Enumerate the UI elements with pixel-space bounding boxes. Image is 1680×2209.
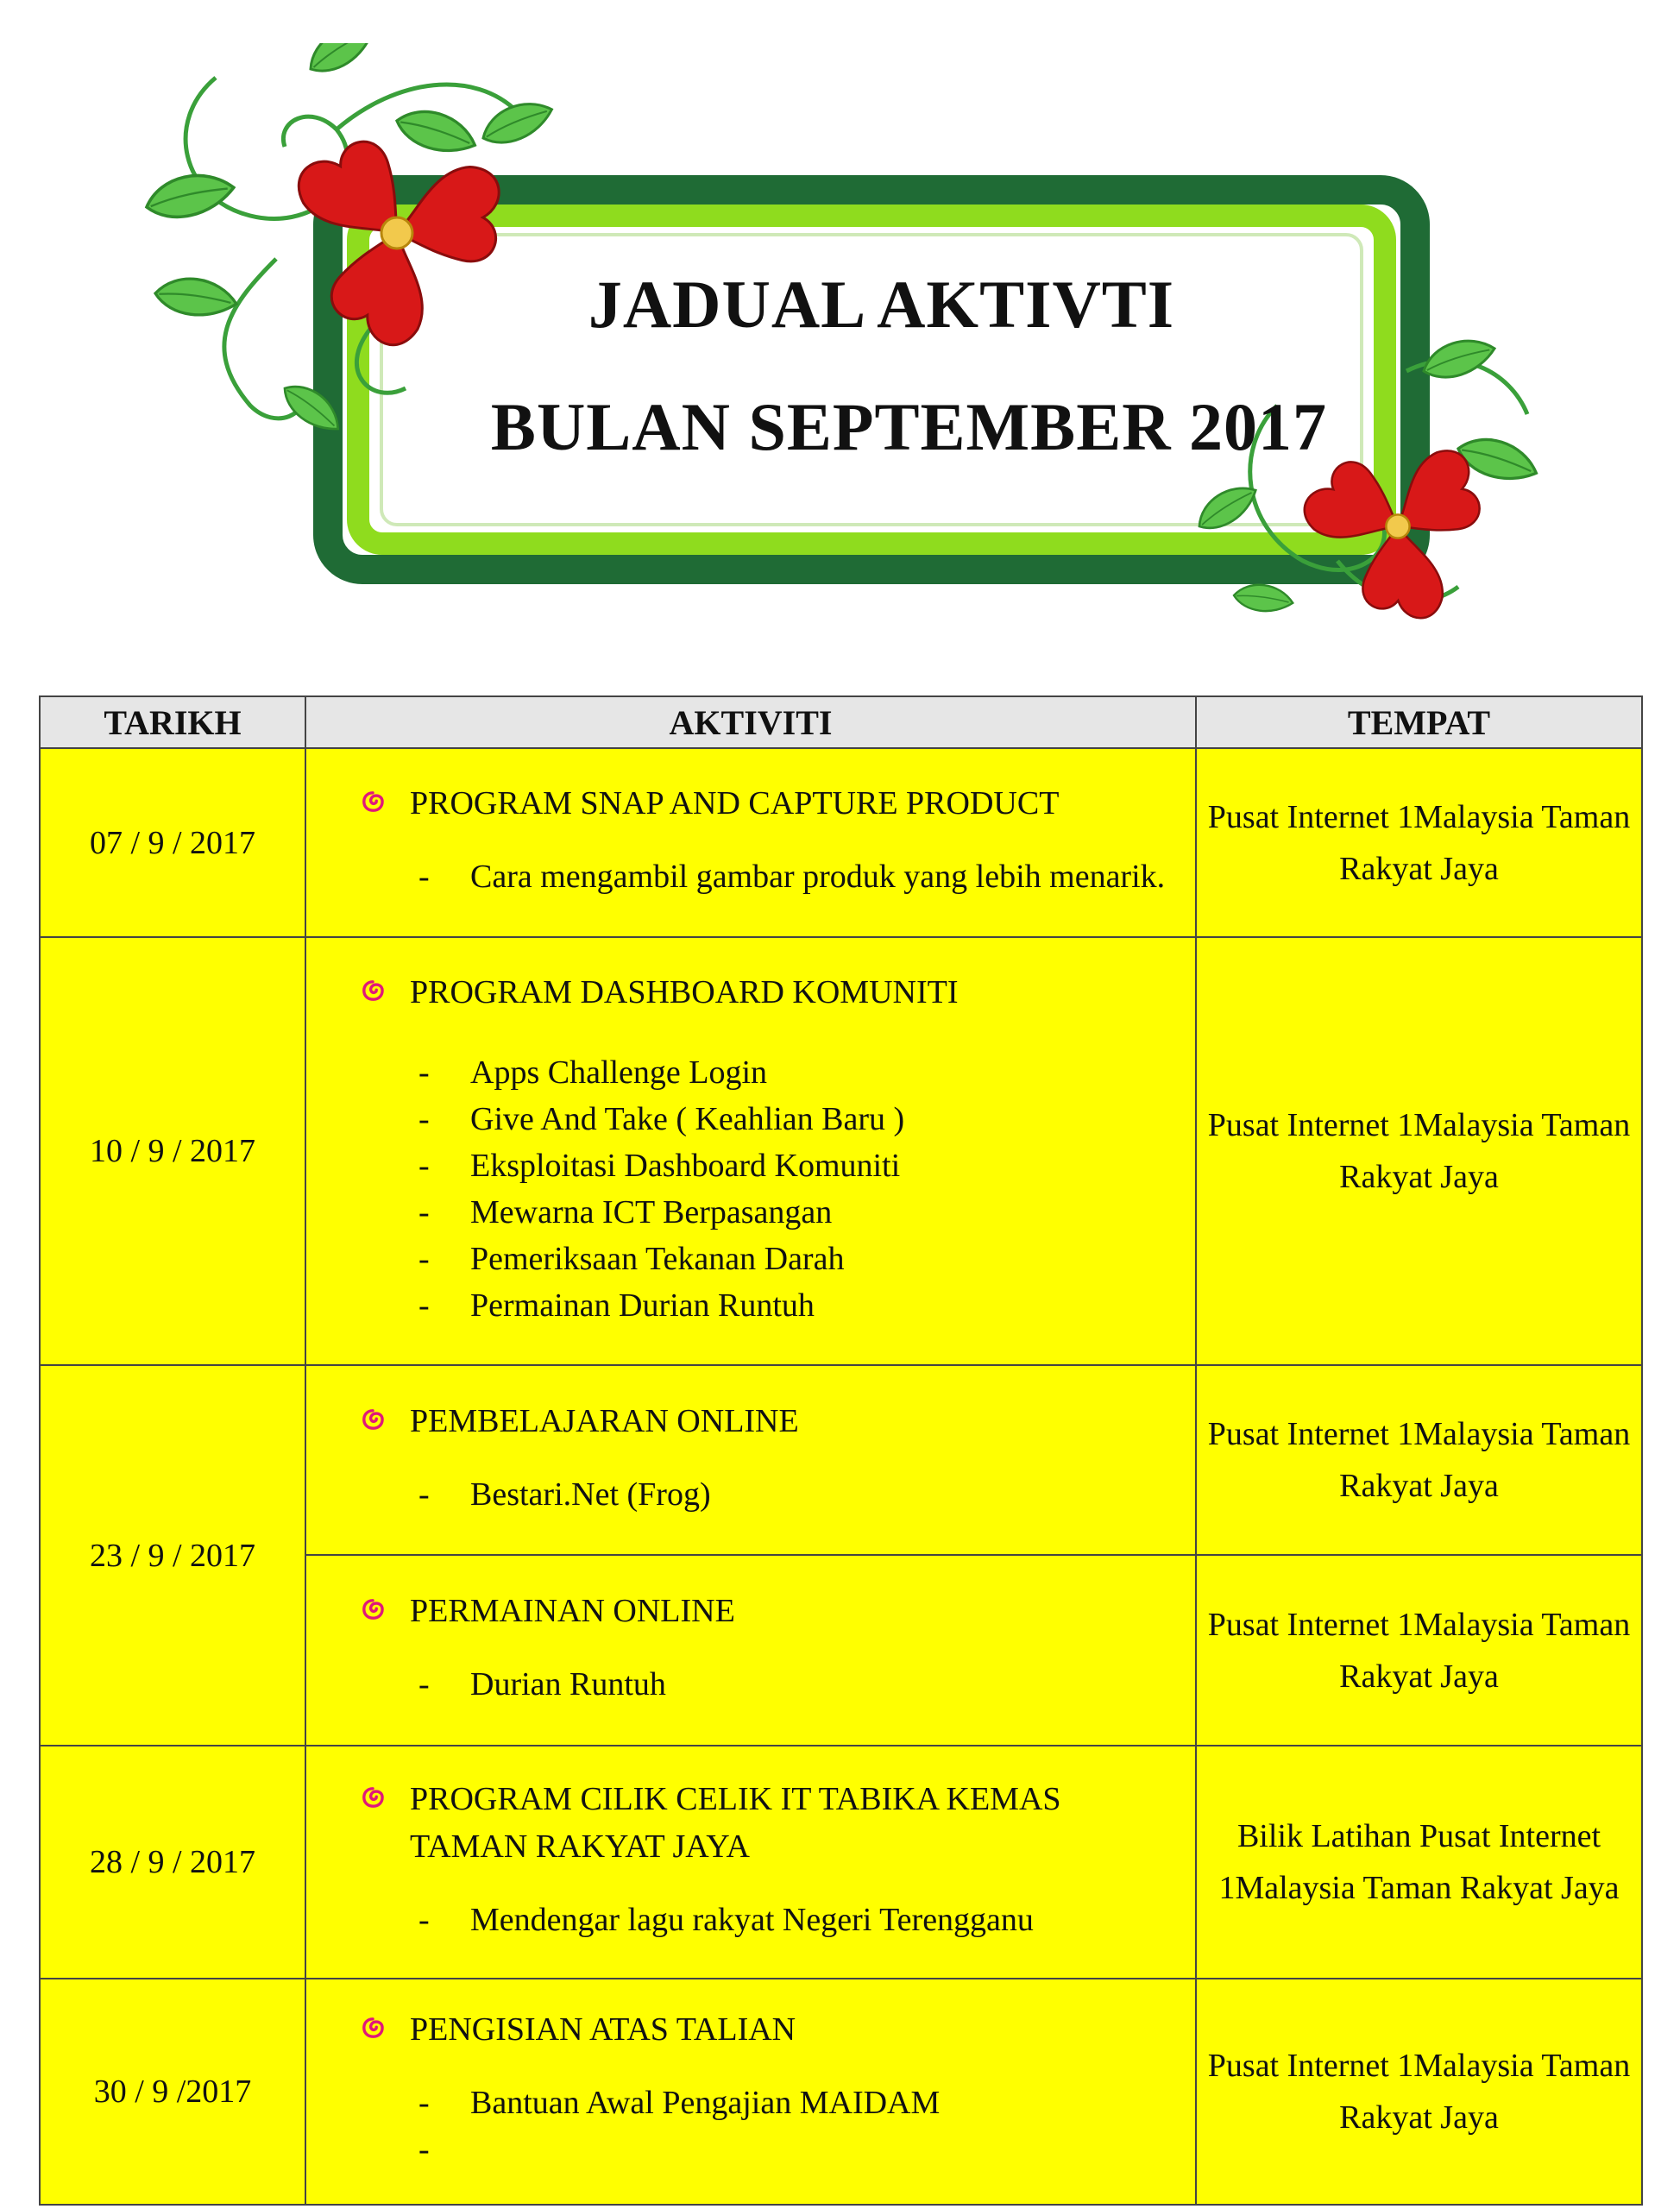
place-cell: Pusat Internet 1Malaysia Taman Rakyat Jaya: [1196, 748, 1642, 937]
activity-item-text: Eksploitasi Dashboard Komuniti: [470, 1147, 901, 1184]
list-item: [418, 853, 1178, 900]
date-cell: 28 / 9 / 2017: [40, 1746, 305, 1979]
place-cell: Pusat Internet 1Malaysia Taman Rakyat Jaya: [1196, 1979, 1642, 2205]
list-item: [418, 1189, 1178, 1236]
activity-cell: [305, 1555, 1196, 1746]
place-cell: Pusat Internet 1Malaysia Taman Rakyat Jaya: [1196, 1365, 1642, 1555]
list-item: [418, 1236, 1178, 1282]
activity-title-row: [358, 2006, 1178, 2054]
activity-title: PEMBELAJARAN ONLINE: [410, 1402, 799, 1439]
activity-cell: [305, 1365, 1196, 1555]
swirl-bullet-icon: [358, 976, 387, 1005]
activity-item-list: [358, 1049, 1178, 1329]
activity-title: PENGISIAN ATAS TALIAN: [410, 2011, 796, 2048]
activity-title-row: [358, 780, 1178, 828]
dash-bullet: -: [418, 859, 430, 895]
activity-item-text: Durian Runtuh: [470, 1666, 666, 1702]
activity-item-text: Pemeriksaan Tekanan Darah: [470, 1240, 845, 1277]
column-header-activity: AKTIVITI: [305, 696, 1196, 748]
swirl-bullet-icon: [358, 1405, 387, 1434]
dash-bullet: -: [418, 1240, 430, 1277]
list-item: [418, 2126, 1178, 2173]
activity-item-text: Mewarna ICT Berpasangan: [470, 1193, 833, 1230]
activity-item-text: Cara mengambil gambar produk yang lebih menarik.: [470, 859, 1166, 895]
place-cell: Bilik Latihan Pusat Internet 1Malaysia Taman Rakyat Jaya: [1196, 1746, 1642, 1979]
activity-title-row: [358, 1398, 1178, 1445]
list-item: [418, 1897, 1178, 1943]
swirl-bullet-icon: [358, 1595, 387, 1624]
list-item: [418, 1282, 1178, 1329]
activity-schedule-table: [39, 695, 1643, 2206]
activity-title-row: [358, 969, 1178, 1016]
date-cell: 07 / 9 / 2017: [40, 748, 305, 937]
swirl-bullet-icon: [358, 787, 387, 816]
list-item: [418, 1661, 1178, 1708]
dash-bullet: -: [418, 1666, 430, 1702]
activity-title: PROGRAM DASHBOARD KOMUNITI: [410, 973, 959, 1010]
list-item: [418, 1471, 1178, 1518]
table-row: [40, 937, 1642, 1365]
activity-item-text: Give And Take ( Keahlian Baru ): [470, 1100, 905, 1137]
dash-bullet: -: [418, 2130, 430, 2168]
activity-title: PERMAINAN ONLINE: [410, 1593, 735, 1629]
dash-bullet: -: [418, 1476, 430, 1513]
dash-bullet: -: [418, 1147, 430, 1184]
activity-cell: [305, 1979, 1196, 2205]
swirl-bullet-icon: [358, 1783, 387, 1812]
place-cell: Pusat Internet 1Malaysia Taman Rakyat Jaya: [1196, 937, 1642, 1365]
dash-bullet: -: [418, 1054, 430, 1091]
header-banner-decoration: [112, 43, 1562, 647]
activity-item-list: [358, 2080, 1178, 2173]
list-item: [418, 1049, 1178, 1096]
date-cell: 30 / 9 /2017: [40, 1979, 305, 2205]
activity-item-text: [470, 2126, 1178, 2173]
dash-bullet: -: [418, 1193, 430, 1230]
swirl-bullet-icon: [358, 2013, 387, 2042]
list-item: [418, 1096, 1178, 1142]
activity-item-text: Apps Challenge Login: [470, 1054, 768, 1091]
activity-cell: [305, 1746, 1196, 1979]
table-header-row: [40, 696, 1642, 748]
page-title-line-2: BULAN SEPTEMBER 2017: [490, 389, 1328, 464]
list-item: [418, 1142, 1178, 1189]
date-cell: 23 / 9 / 2017: [40, 1365, 305, 1746]
activity-item-text: Bestari.Net (Frog): [470, 1476, 711, 1513]
date-cell: 10 / 9 / 2017: [40, 937, 305, 1365]
activity-cell: [305, 937, 1196, 1365]
activity-cell: [305, 748, 1196, 937]
dash-bullet: -: [418, 1100, 430, 1137]
activity-item-list: [358, 1661, 1178, 1708]
table-row: [40, 1979, 1642, 2205]
list-item: [418, 2080, 1178, 2126]
activity-item-text: Mendengar lagu rakyat Negeri Terengganu: [470, 1902, 1034, 1938]
table-row: [40, 748, 1642, 937]
dash-bullet: -: [418, 2084, 430, 2121]
column-header-place: TEMPAT: [1196, 696, 1642, 748]
table-row: [40, 1746, 1642, 1979]
place-cell: Pusat Internet 1Malaysia Taman Rakyat Jaya: [1196, 1555, 1642, 1746]
activity-title-row: [358, 1588, 1178, 1635]
activity-item-list: [358, 853, 1178, 900]
column-header-date: TARIKH: [40, 696, 305, 748]
page-title-line-1: JADUAL AKTIVTI: [588, 267, 1175, 342]
activity-item-list: [358, 1471, 1178, 1518]
dash-bullet: -: [418, 1902, 430, 1938]
activity-item-text: Bantuan Awal Pengajian MAIDAM: [470, 2084, 941, 2121]
dash-bullet: -: [418, 1287, 430, 1324]
activity-item-list: [358, 1897, 1178, 1943]
activity-title: PROGRAM SNAP AND CAPTURE PRODUCT: [410, 785, 1060, 821]
activity-title: PROGRAM CILIK CELIK IT TABIKA KEMAS TAMAN RAKYAT JAYA: [410, 1781, 1061, 1865]
activity-item-text: Permainan Durian Runtuh: [470, 1287, 815, 1324]
activity-title-row: [358, 1776, 1178, 1871]
table-row: [40, 1365, 1642, 1555]
